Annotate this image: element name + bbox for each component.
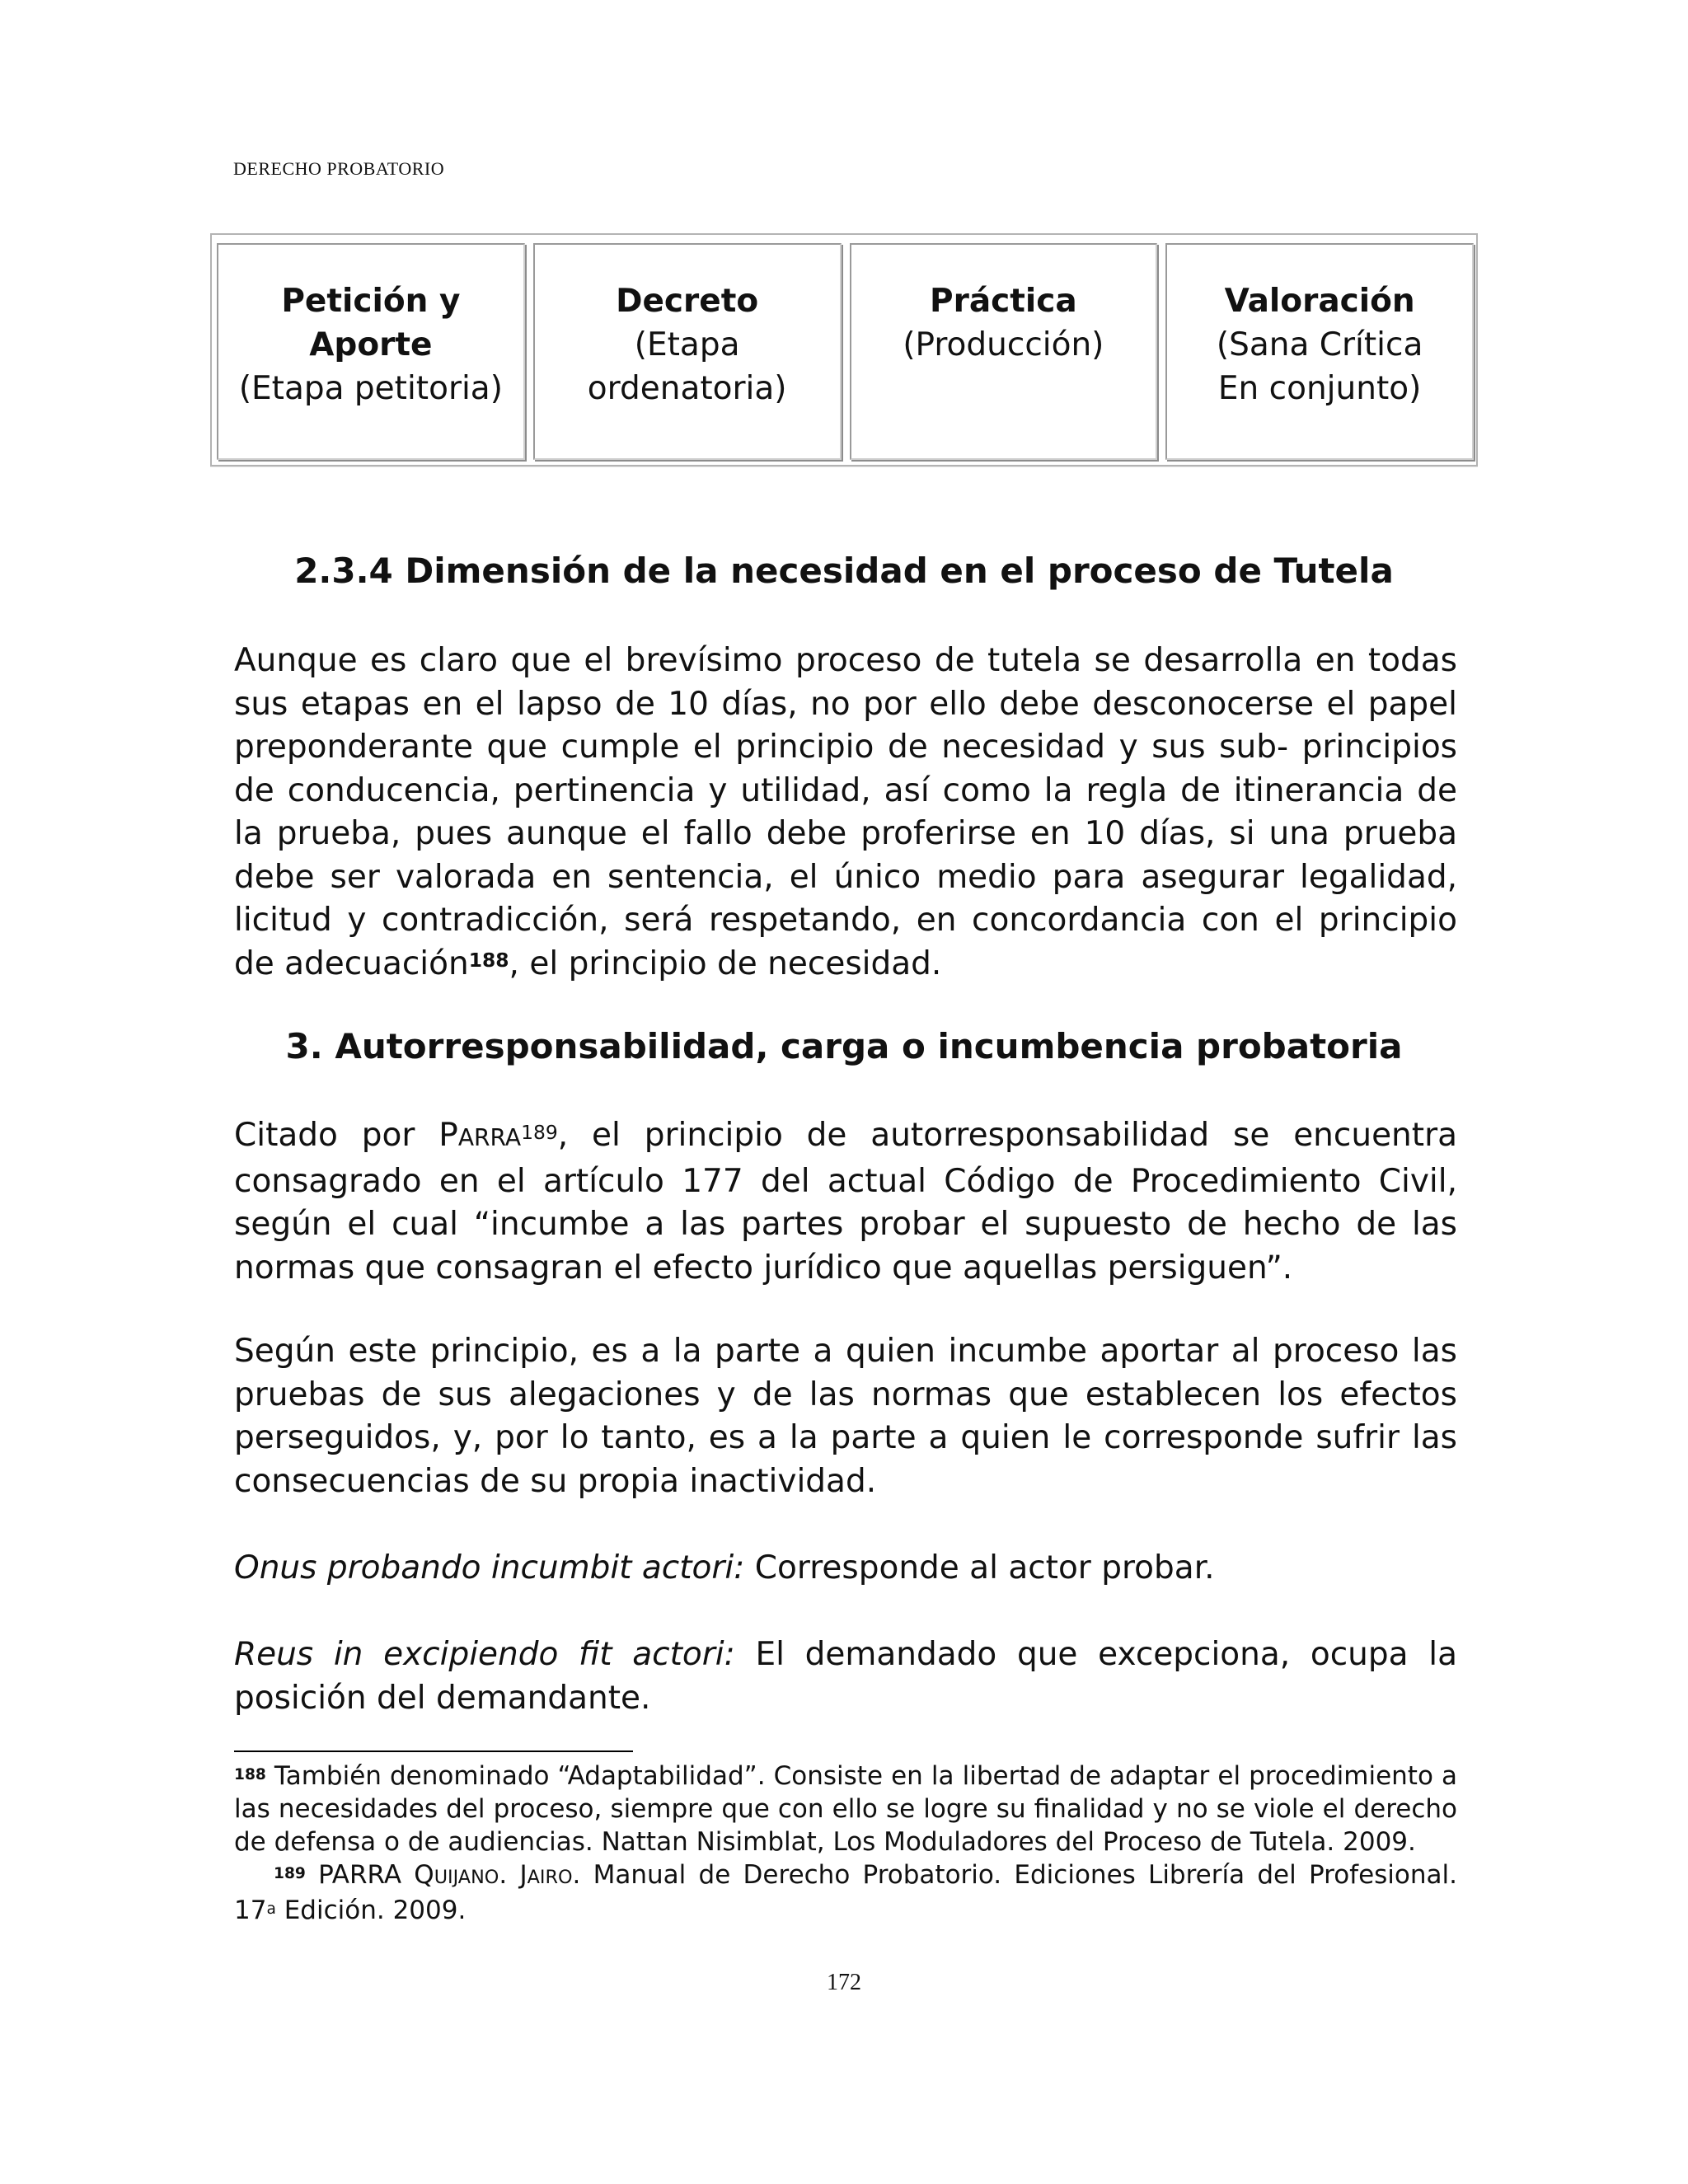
footnotes bbox=[234, 1760, 1457, 1927]
footnote-text: . Manual de Derecho Probatorio. Ediciones Librería del Profesional. 17 bbox=[234, 1860, 1457, 1925]
section-heading-2-3-4: 2.3.4 Dimensión de la necesidad en el proceso de Tutela bbox=[294, 551, 1394, 591]
footnote-text: También denominado “Adaptabilidad”. Consiste en la libertad de adaptar el procedimiento a las necesidades del proceso, siempre que con ello se logre su finalidad y no se viole el derecho de defensa o de audiencias. Nattan Nisimblat, Los Moduladores del Proceso de Tutela. 2009. bbox=[234, 1761, 1457, 1857]
footnote-text: . bbox=[499, 1860, 520, 1890]
author-smallcaps: ARRA bbox=[457, 1124, 522, 1151]
latin-maxim: Reus in excipiendo fit actori: bbox=[234, 1636, 735, 1673]
stage-cell-decreto bbox=[533, 243, 842, 460]
author-smallcaps: P bbox=[438, 1117, 458, 1154]
footnote-ref-189[interactable]: 189 bbox=[521, 1120, 558, 1144]
footnote-text: Edición. 2009. bbox=[275, 1896, 467, 1925]
stage-subtitle: (Etapa petitoria) bbox=[238, 370, 503, 407]
paragraph-text: Aunque es claro que el brevísimo proceso de tutela se desarrolla en todas sus etapas en el lapso de 10 días, no por ello debe desconocerse el papel preponderante que cumple el principio de necesidad y sus sub- principios de conducencia, pertinencia y utilidad, así como la regla de itinerancia de la prueba, pues aunque el fallo debe proferirse en 10 días, si una prueba debe ser valorada en sentencia, el único medio para asegurar legalidad, licitud y contradicción, será respetando, en concordancia con el principio de adecuación bbox=[234, 642, 1457, 982]
maxim-reus-excipiendo bbox=[234, 1633, 1457, 1720]
stage-subtitle: (Etapa ordenatoria) bbox=[587, 326, 787, 407]
paragraph-autorresponsabilidad bbox=[234, 1114, 1457, 1290]
stage-title: Petición y Aporte bbox=[281, 283, 461, 363]
paragraph-principio: Según este principio, es a la parte a quien incumbe aportar al proceso las pruebas de sus alegaciones y de las normas que establecen los efectos perseguidos, y, por lo tanto, es a la parte a quien le corresponde sufrir las consecuencias de su propia inactividad. bbox=[234, 1333, 1457, 1500]
stage-cell-valoracion bbox=[1165, 243, 1474, 460]
stage-subtitle: (Sana Crítica En conjunto) bbox=[1216, 326, 1423, 407]
paragraph-text: , el principio de necesidad. bbox=[509, 944, 942, 982]
running-head: DERECHO PROBATORIO bbox=[233, 158, 445, 179]
author-smallcaps: AIRO bbox=[527, 1867, 573, 1888]
footnote-separator bbox=[234, 1750, 633, 1752]
maxim-onus-probandi bbox=[234, 1547, 1457, 1591]
section-heading-3: 3. Autorresponsabilidad, carga o incumbencia probatoria bbox=[285, 1026, 1403, 1066]
latin-maxim: Onus probando incumbit actori: bbox=[234, 1549, 745, 1586]
footnote-ref-188[interactable]: 188 bbox=[468, 949, 509, 972]
stage-subtitle: (Producción) bbox=[903, 326, 1104, 363]
paragraph-text: , el principio de autorresponsabilidad se encuentra consagrado en el artículo 177 del actual Código de Procedimiento Civil, según el cual “incumbe a las partes probar el supuesto de hecho de las normas que consagran el efecto jurídico que aquellas persiguen”. bbox=[234, 1117, 1457, 1286]
author-smallcaps: Q bbox=[414, 1860, 434, 1890]
footnote-number: 189 bbox=[274, 1864, 306, 1882]
stage-title: Decreto bbox=[616, 283, 759, 320]
maxim-translation: El demandado que excepciona, ocupa la posición del demandante. bbox=[234, 1636, 1457, 1717]
author-smallcaps: UIJANO bbox=[434, 1867, 499, 1888]
paragraph-tutela bbox=[234, 640, 1457, 986]
stage-cell-peticion bbox=[217, 243, 525, 460]
footnote-189 bbox=[234, 1858, 1457, 1927]
stage-cell-practica bbox=[850, 243, 1158, 460]
maxim-translation: Corresponde al actor probar. bbox=[744, 1549, 1215, 1586]
ordinal-indicator: a bbox=[266, 1900, 276, 1918]
stage-title: Práctica bbox=[930, 283, 1077, 320]
procedure-stages-table bbox=[210, 233, 1478, 466]
stage-title: Valoración bbox=[1224, 283, 1415, 320]
footnote-188 bbox=[234, 1760, 1457, 1858]
paragraph-text: Citado por bbox=[234, 1117, 439, 1154]
footnote-text: PARRA bbox=[305, 1860, 415, 1890]
page-number: 172 bbox=[827, 1970, 861, 1995]
footnote-number: 188 bbox=[234, 1765, 266, 1783]
author-smallcaps: J bbox=[519, 1860, 528, 1890]
